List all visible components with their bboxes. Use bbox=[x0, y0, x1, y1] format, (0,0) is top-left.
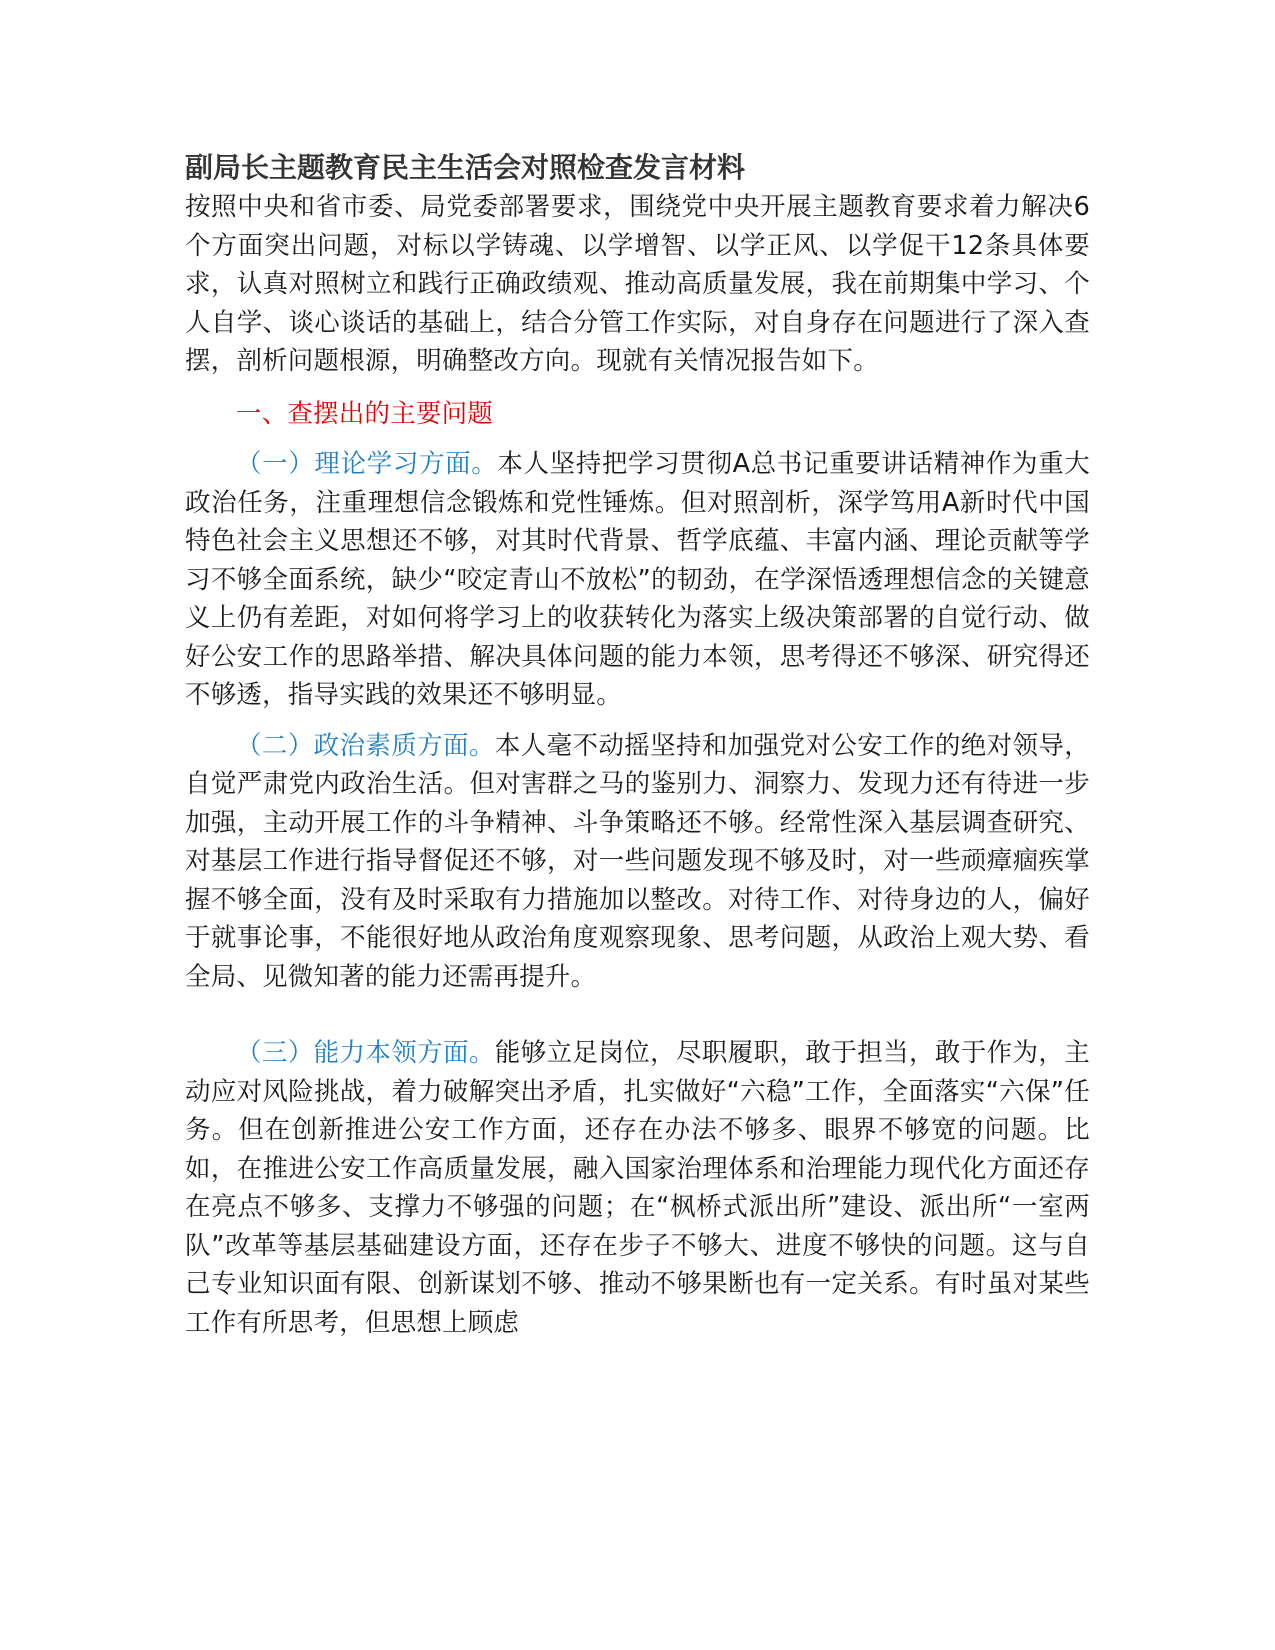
item-heading: （二）政治素质方面。 bbox=[236, 730, 495, 761]
item-text: 本人坚持把学习贯彻A总书记重要讲话精神作为重大政治任务，注重理想信念锻炼和党性锤炼。但对照剖析，深学笃用A新时代中国特色社会主义思想还不够，对其时代背景、哲学底蕴、丰富内涵、理论贡献等学习不够全面系统，缺少“咬定青山不放松”的韧劲，在学深悟透理想信念的关键意义上仍有差距，对如何将学习上的收获转化为落实上级决策部署的自觉行动、做好公安工作的思路举措、解决具体问题的能力本领，思考得还不够深、研究得还不够透，指导实践的效果还不够明显。 bbox=[185, 449, 1090, 710]
item-text: 本人毫不动摇坚持和加强党对公安工作的绝对领导，自觉严肃党内政治生活。但对害群之马的鉴别力、洞察力、发现力还有待进一步加强，主动开展工作的斗争精神、斗争策略还不够。经常性深入基层调查研究、对基层工作进行指导督促还不够，对一些问题发现不够及时，对一些顽瘴痼疾掌握不够全面，没有及时采取有力措施加以整改。对待工作、对待身边的人，偏好于就事论事，不能很好地从政治角度观察现象、思考问题，从政治上观大势、看全局、见微知著的能力还需再提升。 bbox=[185, 730, 1090, 992]
item-text: 能够立足岗位，尽职履职，敢于担当，敢于作为，主动应对风险挑战，着力破解突出矛盾，扎实做好“六稳”工作，全面落实“六保”任务。但在创新推进公安工作方面，还存在办法不够多、眼界不够宽的问题。比如，在推进公安工作高质量发展，融入国家治理体系和治理能力现代化方面还存在亮点不够多、支撑力不够强的问题；在“枫桥式派出所”建设、派出所“一室两队”改革等基层基础建设方面，还存在步子不够大、进度不够快的问题。这与自己专业知识面有限、创新谋划不够、推动不够果断也有一定关系。有时虽对某些工作有所思考，但思想上顾虑 bbox=[185, 1038, 1090, 1338]
item-ability bbox=[185, 1034, 1090, 1342]
document-page bbox=[185, 148, 1090, 1342]
section-heading-problems: 一、查摆出的主要问题 bbox=[236, 398, 494, 429]
item-heading: （一）理论学习方面。 bbox=[236, 449, 498, 479]
item-political-quality bbox=[185, 727, 1090, 997]
item-theory-study bbox=[185, 445, 1090, 715]
intro-paragraph: 按照中央和省市委、局党委部署要求，围绕党中央开展主题教育要求着力解决6个方面突出问题，对标以学铸魂、以学增智、以学正风、以学促干12条具体要求，认真对照树立和践行正确政绩观、推动高质量发展，我在前期集中学习、个人自学、谈心谈话的基础上，结合分管工作实际，对自身存在问题进行了深入查摆，剖析问题根源，明确整改方向。现就有关情况报告如下。 bbox=[185, 192, 1090, 376]
item-heading: （三）能力本领方面。 bbox=[236, 1038, 495, 1068]
document-title: 副局长主题教育民主生活会对照检查发言材料 bbox=[185, 151, 746, 184]
